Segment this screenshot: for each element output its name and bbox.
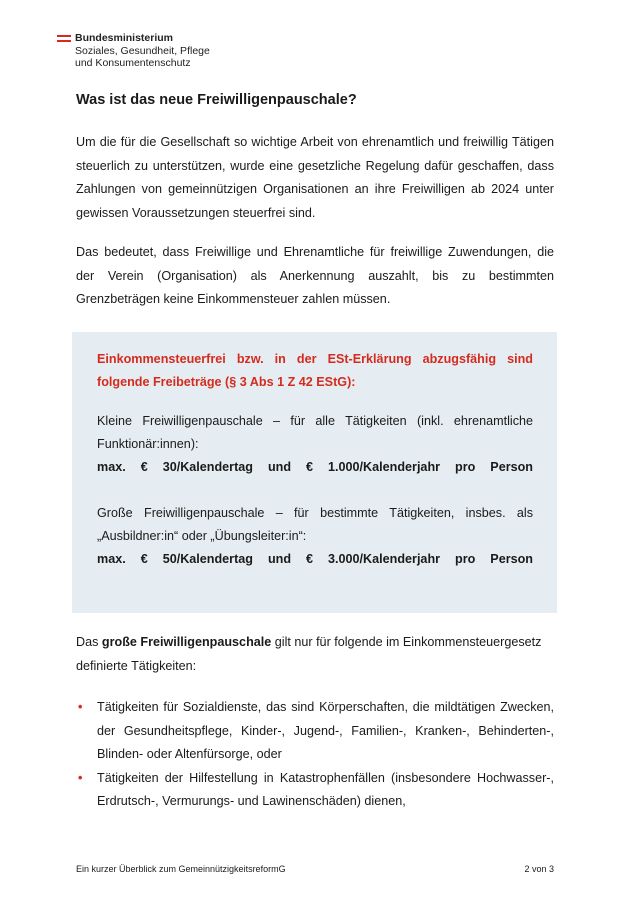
page-title: Was ist das neue Freiwilligenpauschale? <box>76 92 357 108</box>
ministry-name <box>75 32 210 70</box>
activities-intro-bold: große Freiwilligenpauschale <box>101 635 272 649</box>
small-allowance-amount: max. € 30/Kalendertag und € 1.000/Kalenderjahr pro Person <box>97 460 533 474</box>
bullet-icon: • <box>78 700 83 714</box>
activities-intro <box>76 630 554 678</box>
ministry-line-1: Bundesministerium <box>75 32 174 44</box>
info-box-heading: Einkommensteuerfrei bzw. in der ESt-Erklärung abzugsfähig sind folgende Freibeträge (§ 3 Abs 1 Z 42 EStG): <box>97 352 533 389</box>
intro-paragraph-1: Um die für die Gesellschaft so wichtige Arbeit von ehrenamtlich und freiwillig Tätigen steuerlich zu unterstützen, wurde eine gesetzliche Regelung dafür geschaffen, dass Zahlungen von gemeinnützigen Organisationen an ihre Freiwilligen ab 2024 unter gewissen Voraussetzungen steuerfrei sind. <box>76 135 554 220</box>
info-box <box>72 332 557 613</box>
ministry-line-2: Soziales, Gesundheit, Pflege <box>75 44 210 57</box>
activities-list <box>76 696 554 814</box>
list-item <box>76 696 554 767</box>
large-allowance-description: Große Freiwilligenpauschale – für bestimmte Tätigkeiten, insbes. als „Ausbildner:in“ oder „Übungsleiter:in“: <box>97 506 533 543</box>
list-item-text: Tätigkeiten für Sozialdienste, das sind Körperschaften, die mildtätigen Zwecken, der Gesundheitspflege, Kinder-, Jugend-, Familien-, Kranken-, Behinderten-, Blinden- oder Altenfürsorge, oder <box>97 700 554 761</box>
list-item <box>76 767 554 814</box>
list-item-text: Tätigkeiten der Hilfestellung in Katastrophenfällen (insbesondere Hochwasser-, Erdrutsch-, Vermurungs- und Lawinenschäden) dienen, <box>97 770 554 808</box>
activities-intro-suffix: gilt nur für folgende im Einkommensteuergesetz definierte Tätigkeiten: <box>76 635 542 673</box>
small-allowance-description: Kleine Freiwilligenpauschale – für alle Tätigkeiten (inkl. ehrenamtliche Funktionär:innen): <box>97 414 533 451</box>
activities-intro-prefix: Das <box>76 635 102 649</box>
footer-title: Ein kurzer Überblick zum GemeinnützigkeitsreformG <box>76 864 286 874</box>
ministry-line-3: und Konsumentenschutz <box>75 57 191 69</box>
bullet-icon: • <box>78 770 83 785</box>
large-allowance-amount: max. € 50/Kalendertag und € 3.000/Kalenderjahr pro Person <box>97 552 533 566</box>
austria-flag-icon <box>57 35 71 42</box>
page-number: 2 von 3 <box>524 864 554 874</box>
intro-paragraph-2: Das bedeutet, dass Freiwillige und Ehrenamtliche für freiwillige Zuwendungen, die der Verein (Organisation) als Anerkennung auszahlt, bis zu bestimmten Grenzbeträgen keine Einkommensteuer zahlen müssen. <box>76 245 554 306</box>
